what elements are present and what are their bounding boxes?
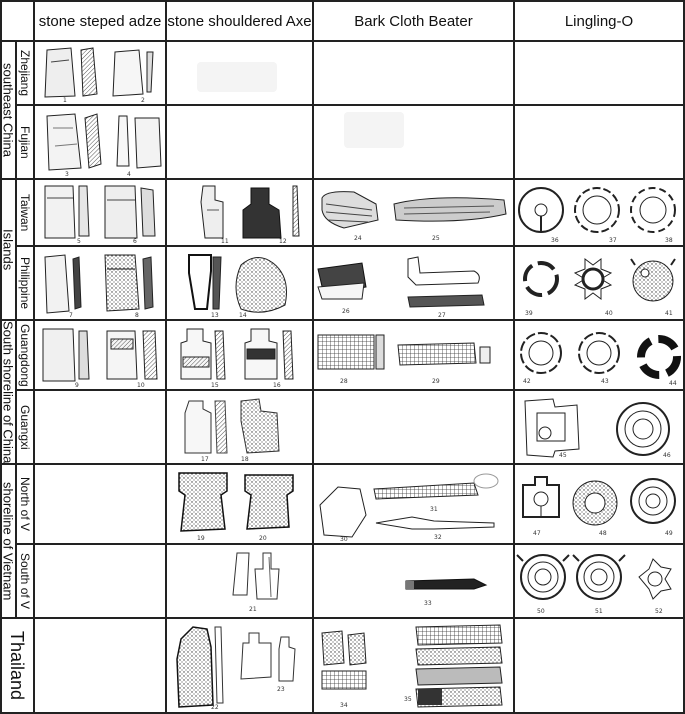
row-label-south-v: South of V (18, 552, 32, 610)
cell-guangxi-lingling (515, 391, 683, 463)
artifact-drawing (35, 247, 165, 319)
cell-thailand-beater (314, 619, 513, 712)
row-label-north-v: North of V (18, 476, 32, 532)
figure-number: 41 (665, 310, 673, 317)
row-label-fujian: Fujian (18, 125, 32, 159)
figure-number: 3 (65, 171, 69, 178)
artifact-drawing (314, 545, 513, 617)
faded-background (197, 62, 277, 92)
column-header-lingling: Lingling-O (564, 12, 634, 30)
figure-number: 42 (523, 378, 531, 385)
cell-philippine-axe (167, 247, 312, 319)
figure-number: 27 (438, 312, 446, 319)
artifact-drawing (35, 42, 165, 104)
cell-thailand-axe (167, 619, 312, 712)
artifact-drawing (167, 545, 312, 617)
figure-number: 36 (551, 237, 559, 244)
figure-number: 46 (663, 452, 671, 459)
figure-number: 47 (533, 530, 541, 537)
figure-number: 15 (211, 382, 219, 389)
figure-number: 48 (599, 530, 607, 537)
cell-taiwan-adze (35, 180, 165, 245)
figure-number: 18 (241, 456, 249, 463)
figure-number: 50 (537, 608, 545, 615)
artifact-drawing (35, 321, 165, 389)
figure-number: 19 (197, 535, 205, 542)
artifact-drawing (314, 321, 513, 389)
figure-number: 7 (69, 312, 73, 319)
artifact-drawing (167, 619, 312, 712)
figure-number: 34 (340, 702, 348, 709)
artifact-drawing (314, 180, 513, 245)
figure-number: 28 (340, 378, 348, 385)
figure-number: 25 (432, 235, 440, 242)
region-label-south-shoreline-china: South shoreline of China (0, 320, 16, 464)
figure-number: 49 (665, 530, 673, 537)
figure-number: 1 (63, 97, 67, 104)
figure-number: 30 (340, 536, 348, 543)
row-label-taiwan: Taiwan (18, 193, 32, 232)
artifact-drawing (314, 619, 513, 712)
row-label-philippine: Philippine (18, 256, 32, 310)
cell-guangdong-lingling (515, 321, 683, 389)
column-header-adze: stone steped adze (38, 12, 162, 30)
artifact-drawing (167, 180, 312, 245)
figure-number: 22 (211, 704, 219, 711)
figure-number: 20 (259, 535, 267, 542)
artifact-drawing (167, 321, 312, 389)
region-label-islands: Islands (0, 228, 16, 271)
artifact-drawing (167, 247, 312, 319)
cell-guangdong-axe (167, 321, 312, 389)
figure-number: 16 (273, 382, 281, 389)
artifact-drawing (35, 180, 165, 245)
column-header-axe: stone shouldered Axe (167, 12, 312, 30)
faded-background (344, 112, 404, 148)
figure-number: 52 (655, 608, 663, 615)
figure-number: 26 (342, 308, 350, 315)
cell-north-v-axe (167, 465, 312, 543)
figure-number: 37 (609, 237, 617, 244)
cell-philippine-lingling (515, 247, 683, 319)
figure-number: 17 (201, 456, 209, 463)
cell-southeast-china-axe (167, 42, 312, 178)
figure-number: 39 (525, 310, 533, 317)
cell-taiwan-axe (167, 180, 312, 245)
cell-north-v-beater (314, 465, 513, 543)
figure-number: 2 (141, 97, 145, 104)
cell-south-v-lingling (515, 545, 683, 617)
cell-fujian-adze (35, 106, 165, 178)
figure-number: 6 (133, 238, 137, 245)
figure-number: 40 (605, 310, 613, 317)
cell-guangdong-adze (35, 321, 165, 389)
figure-number: 14 (239, 312, 247, 319)
figure-number: 29 (432, 378, 440, 385)
figure-number: 32 (434, 534, 442, 541)
cell-philippine-beater (314, 247, 513, 319)
column-header-beater: Bark Cloth Beater (354, 12, 473, 30)
figure-number: 43 (601, 378, 609, 385)
figure-number: 11 (221, 238, 229, 245)
artifact-drawing (167, 465, 312, 543)
figure-number: 10 (137, 382, 145, 389)
figure-number: 21 (249, 606, 257, 613)
row-label-guangdong: Guangdong (18, 323, 32, 387)
figure-number: 45 (559, 452, 567, 459)
cell-taiwan-beater (314, 180, 513, 245)
figure-number: 24 (354, 235, 362, 242)
artifact-drawing (314, 247, 513, 319)
artifact-drawing (515, 247, 683, 319)
figure-number: 44 (669, 380, 677, 387)
region-label-southeast-china: southeast China (0, 63, 16, 157)
row-label-zhejiang: Zhejiang (18, 49, 32, 97)
figure-number: 9 (75, 382, 79, 389)
cell-philippine-adze (35, 247, 165, 319)
row-label-guangxi: Guangxi (18, 404, 32, 450)
cell-guangxi-axe (167, 391, 312, 463)
artifact-drawing (515, 180, 683, 245)
figure-number: 51 (595, 608, 603, 615)
cell-southeast-china-beater (314, 42, 513, 178)
artifact-drawing (167, 391, 312, 463)
artifact-drawing (515, 465, 683, 543)
figure-number: 5 (77, 238, 81, 245)
figure-number: 13 (211, 312, 219, 319)
figure-number: 4 (127, 171, 131, 178)
figure-number: 8 (135, 312, 139, 319)
cell-guangdong-beater (314, 321, 513, 389)
artifact-drawing (515, 321, 683, 389)
figure-number: 23 (277, 686, 285, 693)
figure-number: 33 (424, 600, 432, 607)
cell-zhejiang-adze (35, 42, 165, 104)
figure-number: 31 (430, 506, 438, 513)
cell-south-v-beater (314, 545, 513, 617)
cell-taiwan-lingling (515, 180, 683, 245)
region-label-shoreline-vietnam: shoreline of Vietnam (0, 481, 16, 601)
figure-number: 35 (404, 696, 412, 703)
artifact-drawing (35, 106, 165, 178)
figure-number: 12 (279, 238, 287, 245)
cell-north-v-lingling (515, 465, 683, 543)
artifact-drawing (314, 465, 513, 543)
cell-south-v-axe (167, 545, 312, 617)
figure-number: 38 (665, 237, 673, 244)
artifact-drawing (515, 545, 683, 617)
row-label-thailand: Thailand (7, 630, 27, 701)
artifact-drawing (515, 391, 683, 463)
